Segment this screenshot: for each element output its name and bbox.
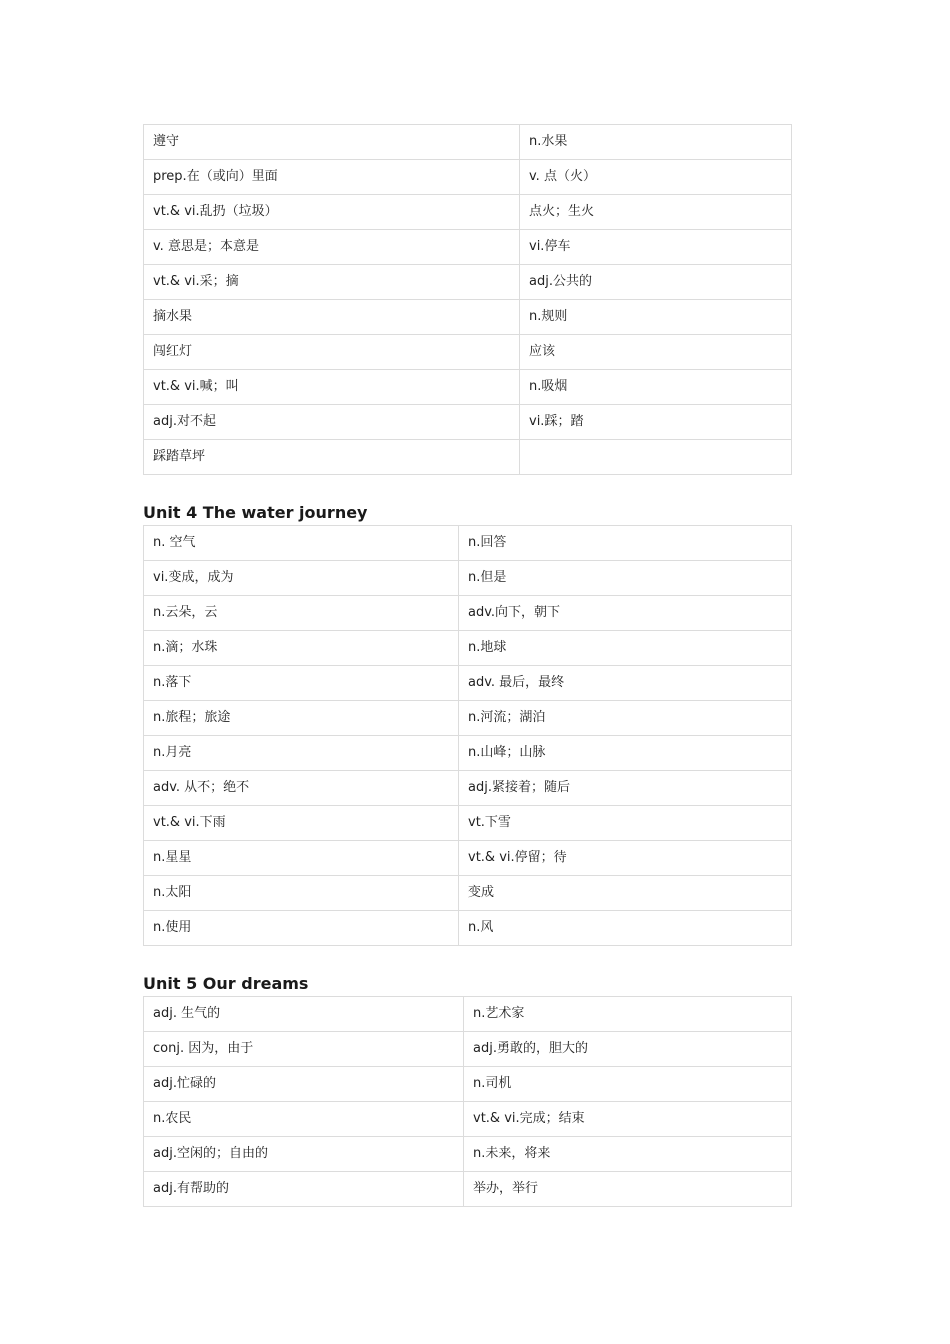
table-cell: adj.紧接着；随后 [459, 771, 792, 806]
table-row [144, 125, 792, 160]
table-cell: n.月亮 [144, 736, 459, 771]
table-cell: n. 空气 [144, 526, 459, 561]
table-cell: n.河流；湖泊 [459, 701, 792, 736]
table-cell: vi.变成，成为 [144, 561, 459, 596]
table-cell: n.吸烟 [520, 370, 792, 405]
table-row [144, 265, 792, 300]
table-row [144, 370, 792, 405]
table-cell: adj.空闲的；自由的 [144, 1137, 464, 1172]
table-cell: vt.& vi.停留；待 [459, 841, 792, 876]
table-cell: adj.忙碌的 [144, 1067, 464, 1102]
table-cell: vi.踩；踏 [520, 405, 792, 440]
table-cell: n.风 [459, 911, 792, 946]
table-cell: 遵守 [144, 125, 520, 160]
table-cell: n.滴；水珠 [144, 631, 459, 666]
table-cell: adv.向下，朝下 [459, 596, 792, 631]
table-cell: n.落下 [144, 666, 459, 701]
table-row [144, 701, 792, 736]
table-cell: v. 点（火） [520, 160, 792, 195]
table-cell: n.水果 [520, 125, 792, 160]
table-cell [520, 440, 792, 475]
table-cell: adj.有帮助的 [144, 1172, 464, 1207]
table-cell: vt.& vi.喊；叫 [144, 370, 520, 405]
table-cell: 踩踏草坪 [144, 440, 520, 475]
table-row [144, 666, 792, 701]
table-row [144, 195, 792, 230]
table-row [144, 631, 792, 666]
table-row [144, 771, 792, 806]
table-row [144, 230, 792, 265]
table-cell: n.但是 [459, 561, 792, 596]
table-cell: 点火；生火 [520, 195, 792, 230]
vocab-table-unit4 [143, 525, 792, 946]
table-cell: n.旅程；旅途 [144, 701, 459, 736]
table-cell: 摘水果 [144, 300, 520, 335]
table-row [144, 440, 792, 475]
table-cell: vt.& vi.下雨 [144, 806, 459, 841]
table-cell: n.星星 [144, 841, 459, 876]
table-cell: n.云朵，云 [144, 596, 459, 631]
table-cell: n.地球 [459, 631, 792, 666]
table-cell: n.回答 [459, 526, 792, 561]
table-cell: n.司机 [464, 1067, 792, 1102]
table-row [144, 335, 792, 370]
table-cell: 举办，举行 [464, 1172, 792, 1207]
table-cell: adj.公共的 [520, 265, 792, 300]
table-row [144, 1172, 792, 1207]
table-cell: adj.对不起 [144, 405, 520, 440]
table-row [144, 561, 792, 596]
table-cell: adv. 从不；绝不 [144, 771, 459, 806]
table-row [144, 806, 792, 841]
table-cell: n.山峰；山脉 [459, 736, 792, 771]
table-row [144, 405, 792, 440]
table-row [144, 736, 792, 771]
table-cell: prep.在（或向）里面 [144, 160, 520, 195]
table-cell: n.规则 [520, 300, 792, 335]
table-cell: 应该 [520, 335, 792, 370]
vocab-table-unit5 [143, 996, 792, 1207]
table-row [144, 526, 792, 561]
table-row [144, 1137, 792, 1172]
table-cell: n.未来，将来 [464, 1137, 792, 1172]
table-row [144, 160, 792, 195]
table-row [144, 997, 792, 1032]
table-cell: n.农民 [144, 1102, 464, 1137]
table-cell: n.艺术家 [464, 997, 792, 1032]
table-cell: vt.& vi.完成；结束 [464, 1102, 792, 1137]
table-row [144, 596, 792, 631]
table-cell: n.太阳 [144, 876, 459, 911]
table-row [144, 1067, 792, 1102]
table-cell: adj.勇敢的，胆大的 [464, 1032, 792, 1067]
table-cell: 变成 [459, 876, 792, 911]
unit-heading: Unit 4 The water journey [143, 503, 368, 522]
vocab-table-unit3 [143, 124, 792, 475]
table-row [144, 1102, 792, 1137]
table-cell: vt.& vi.乱扔（垃圾） [144, 195, 520, 230]
table-row [144, 841, 792, 876]
table-cell: vt.& vi.采；摘 [144, 265, 520, 300]
document-page [143, 124, 792, 1207]
table-cell: vt.下雪 [459, 806, 792, 841]
table-row [144, 876, 792, 911]
table-row [144, 300, 792, 335]
table-cell: adj. 生气的 [144, 997, 464, 1032]
table-cell: adv. 最后，最终 [459, 666, 792, 701]
table-row [144, 911, 792, 946]
unit-heading: Unit 5 Our dreams [143, 974, 309, 993]
table-cell: n.使用 [144, 911, 459, 946]
table-cell: conj. 因为，由于 [144, 1032, 464, 1067]
table-cell: 闯红灯 [144, 335, 520, 370]
table-row [144, 1032, 792, 1067]
table-cell: vi.停车 [520, 230, 792, 265]
table-cell: v. 意思是；本意是 [144, 230, 520, 265]
